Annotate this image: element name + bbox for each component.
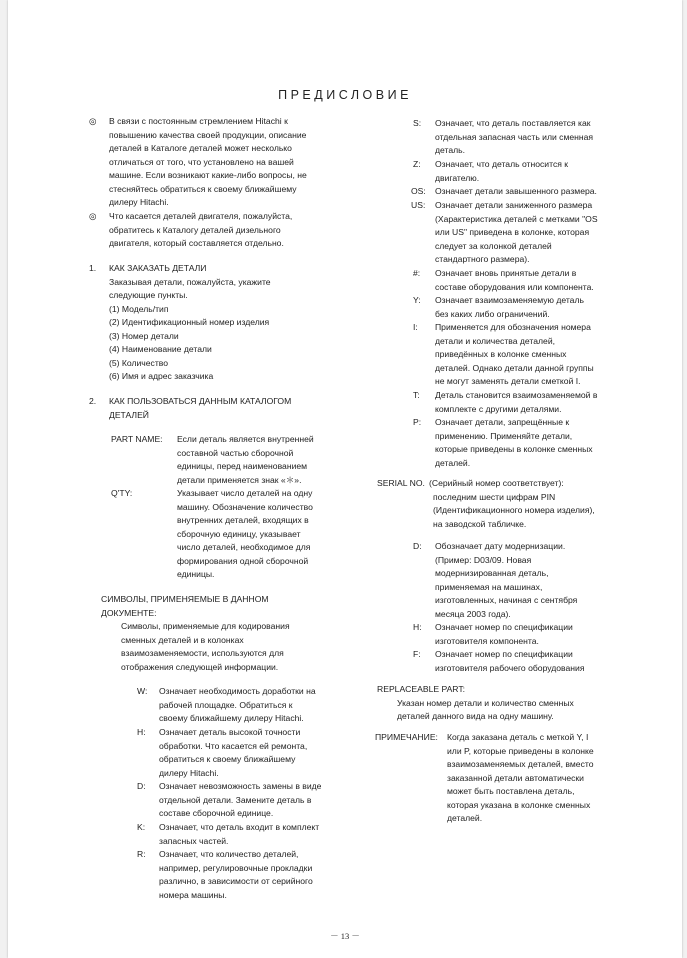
section-line: (3) Номер детали [109,330,179,341]
symbols-intro-line: Символы, применяемые для кодирования [121,621,290,631]
symbols-heading: ДОКУМЕНТЕ: [101,607,157,618]
definition-line: применяемая на машинах, [435,581,543,592]
definition-line: номера машины. [159,889,227,900]
bullet-icon: ◎ [89,211,97,221]
section-line: (1) Модель/тип [109,303,169,314]
symbols-intro-line: отображения следующей информации. [121,661,279,672]
replaceable-line: Указан номер детали и количество сменных [397,697,574,708]
definition-line: изготовленных, начиная с сентября [435,595,578,605]
definition-line: Означает номер по спецификации [435,622,573,632]
symbol-key: #: [413,268,421,278]
section-line: следующие пункты. [109,290,188,300]
symbol-key: Y: [413,295,421,305]
definition-line: изготовителя компонента. [435,635,539,646]
section-line: (4) Наименование детали [109,344,212,354]
definition-line: формирования одной сборочной [177,555,309,566]
definition-line: Означает, что деталь входит в комплект [159,822,320,832]
document-page [8,0,682,958]
definition-line: Означает необходимость доработки на [159,686,316,696]
section-heading: КАК ПОЛЬЗОВАТЬСЯ ДАННЫМ КАТАЛОГОМ [109,396,292,406]
definition-line: своему ближайшему дилеру Hitachi. [159,713,304,723]
note-line: взаимозаменяемых деталей, вместо [447,759,594,769]
symbol-key: Z: [413,159,421,169]
definition-line: составе сборочной единице. [159,808,274,818]
definition-line: стандартного размера). [435,254,530,264]
definition-line: Означает деталь высокой точности [159,727,301,737]
note-key: ПРИМЕЧАНИЕ: [375,732,438,742]
part-name-key: PART NAME: [111,434,163,444]
serial-line: (Серийный номер соответствует): [429,478,564,488]
definition-line: сборочную единицу, указывает [177,528,301,539]
symbol-key: F: [413,649,421,659]
definition-line: Означает детали завышенного размера. [435,186,597,196]
definition-line: отдельная запасная часть или сменная [435,131,594,142]
symbols-heading: СИМВОЛЫ, ПРИМЕНЯЕМЫЕ В ДАННОМ [101,594,269,604]
definition-line: Означает взаимозаменяемую деталь [435,295,584,305]
symbol-key: K: [137,822,146,832]
serial-line: последним шести цифрам PIN [433,491,556,502]
intro-line: обратитесь к Каталогу деталей дизельного [109,224,281,235]
definition-line: Означает детали заниженного размера [435,200,593,210]
section-heading: ДЕТАЛЕЙ [109,409,149,420]
definition-line: Означает, что деталь относится к [435,159,569,169]
definition-line: деталей. Однако детали данной группы [435,362,594,373]
symbol-key: H: [137,727,146,737]
definition-line: машину. Обозначение количество [177,501,313,512]
intro-line: повышению качества своей продукции, описание [109,129,307,140]
symbols-intro-line: сменных деталей и в колонках [121,634,244,645]
intro-line: стесняйтесь обратиться к своему ближайшему [109,183,297,194]
definition-line: единицы, перед наименованием [177,461,308,471]
definition-line: деталей. [435,457,471,468]
symbol-key: OS: [411,186,426,196]
symbol-key: S: [413,118,422,128]
symbol-key: R: [137,849,146,859]
definition-line: изготовителя рабочего оборудования [435,662,585,673]
qty-key: Q'TY: [111,488,133,498]
section-number: 1. [89,263,97,273]
symbol-key: I: [413,322,418,332]
definition-line: (Пример: D03/09. Новая [435,554,532,565]
section-line: (2) Идентификационный номер изделия [109,317,270,327]
note-line: которая указана в колонке сменных [447,799,591,810]
note-line: деталей. [447,813,483,823]
definition-line: комплекте с другими деталями. [435,403,562,414]
definition-line: Означает вновь принятые детали в [435,268,577,278]
page-title: ПРЕДИСЛОВИЕ [278,88,412,102]
definition-line: детали и количества деталей, [435,335,556,346]
definition-line: применению. Применяйте детали, [435,430,573,441]
serial-line: (Идентификационного номера изделия), [433,505,595,515]
replaceable-line: деталей данного вида на одну машину. [397,711,554,721]
definition-line: двигателю. [435,172,480,183]
symbol-key: US: [411,200,426,210]
definition-line: или US" приведена в колонке, которая [435,227,590,237]
definition-line: следует за колонкой деталей [435,240,552,251]
definition-line: например, регулировочные прокладки [159,862,313,873]
symbol-key: D: [137,781,146,791]
symbol-key: W: [137,686,148,696]
definition-line: без каких либо ограничений. [435,308,550,319]
note-line: заказанной детали автоматически [447,772,584,783]
definition-line: Деталь становится взаимозаменяемой в [435,390,598,400]
definition-line: единицы. [177,569,215,579]
definition-line: Применяется для обозначения номера [435,322,591,332]
note-line: Когда заказана деталь с меткой Y, I [447,732,589,742]
bullet-icon: ◎ [89,116,97,126]
definition-line: отдельной детали. Замените деталь в [159,794,312,805]
definition-line: Означает, что деталь поставляется как [435,118,591,128]
symbol-key: H: [413,622,422,632]
definition-line: обработки. Что касается ей ремонта, [159,740,308,751]
symbol-key: T: [413,390,420,400]
definition-line: модернизированная деталь, [435,568,549,578]
definition-line: не могут заменять детали сметкой I. [435,376,581,386]
note-line: или P, которые приведены в колонке [447,745,594,756]
definition-line: Означает детали, запрещённые к [435,417,570,427]
serial-key: SERIAL NO. [377,478,425,488]
definition-line: Означает невозможность замены в виде [159,781,322,791]
intro-line: двигателя, который составляется отдельно. [109,238,284,248]
definition-line: Обозначает дату модернизации. [435,541,566,551]
page-number: － 13 － [330,931,360,941]
definition-line: Если деталь является внутренней [177,434,314,444]
symbol-key: D: [413,541,422,551]
definition-line: составе оборудования или компонента. [435,281,594,292]
definition-line: дилеру Hitachi. [159,767,219,778]
section-line: Заказывая детали, пожалуйста, укажите [109,276,271,287]
definition-line: составной частью сборочной [177,447,294,458]
definition-line: которые приведены в колонке сменных [435,444,593,454]
section-number: 2. [89,396,97,406]
definition-line: внутренних деталей, входящих в [177,515,309,525]
intro-line: Что касается деталей двигателя, пожалуйста, [109,211,293,221]
definition-line: обратиться к своему ближайшему [159,754,296,764]
section-line: (6) Имя и адрес заказчика [109,371,214,381]
intro-line: отличаться от того, что установлено на вашей [109,156,294,167]
replaceable-key: REPLACEABLE PART: [377,684,466,694]
definition-line: (Характеристика деталей с метками "OS [435,213,598,224]
definition-line: детали применяется знак «＊». [177,474,302,485]
intro-line: машине. Если возникают какие-либо вопросы, не [109,170,307,180]
section-line: (5) Количество [109,357,169,368]
intro-line: деталей в Каталоге деталей может несколько [109,143,292,153]
section-heading: КАК ЗАКАЗАТЬ ДЕТАЛИ [109,263,207,273]
intro-line: В связи с постоянным стремлением Hitachi к [109,116,288,126]
intro-line: дилеру Hitachi. [109,197,169,207]
definition-line: месяца 2003 года). [435,608,511,619]
symbol-key: P: [413,417,422,427]
definition-line: различно, в зависимости от серийного [159,876,313,886]
definition-line: число деталей, необходимое для [177,542,311,552]
definition-line: Означает, что количество деталей, [159,849,299,859]
symbols-intro-line: взаимозаменяемости, используются для [121,648,284,658]
definition-line: Указывает число деталей на одну [177,488,313,498]
definition-line: деталь. [435,145,466,155]
note-line: может быть поставлена деталь, [447,786,575,796]
definition-line: рабочей площадке. Обратиться к [159,699,293,710]
definition-line: запасных частей. [159,835,229,846]
definition-line: приведённых в колонке сменных [435,349,567,359]
definition-line: Означает номер по спецификации [435,649,573,659]
serial-line: на заводской табличке. [433,518,527,529]
